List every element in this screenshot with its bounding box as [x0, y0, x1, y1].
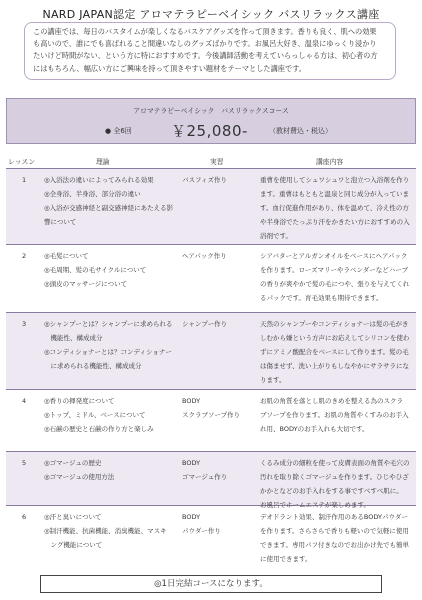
- content-cell-line: ります。: [260, 376, 286, 384]
- table-row: [6, 312, 416, 390]
- course-price: ￥25,080-: [171, 122, 248, 140]
- table-row: [6, 168, 416, 245]
- content-cell-line: す。血行促進作用があり、体を温めて、冷え性の方: [260, 204, 409, 212]
- content-cell: [260, 173, 410, 243]
- curriculum-table: [6, 154, 416, 563]
- practice-cell: [182, 456, 256, 484]
- practice-cell: [182, 173, 256, 187]
- table-row: [6, 390, 416, 451]
- practice-cell: [182, 249, 256, 263]
- intro-line: この講座では、毎日のバスタイムが楽しくなるバスケアグッズを作って頂きます。香りも良く、肌への効果: [33, 27, 377, 36]
- practice-cell: [182, 394, 256, 422]
- practice-cell-line: BODY: [182, 513, 201, 521]
- practice-cell-line: BODY: [182, 459, 201, 467]
- content-cell-line: 重曹を使用してシュワシュワと泡立つ入浴剤を作り: [260, 176, 410, 184]
- content-cell-line: や半身浴でたっぷり汗をかきたい方におすすめの入: [260, 218, 410, 226]
- table-header: [6, 154, 416, 169]
- theory-cell-line: ◎ゴマージュの歴史: [44, 459, 102, 467]
- course-banner: [6, 98, 416, 144]
- content-cell: [260, 394, 410, 436]
- practice-cell-line: ヘアパック作り: [182, 252, 227, 260]
- content-cell-line: ます。重曹はもともと温泉と同じ成分が入っていま: [260, 190, 409, 198]
- lesson-number: 2: [22, 252, 27, 260]
- intro-box: [24, 22, 396, 80]
- theory-cell-line: ◎香りの揮発度について: [44, 397, 115, 405]
- theory-cell-line: ◎入浴法の違いによってみられる効果: [44, 176, 154, 184]
- theory-cell-line: ◎石鹸の歴史と石鹸の作り方と楽しみ: [44, 425, 154, 433]
- header-practice: 実習: [210, 158, 224, 166]
- content-cell-line: 汚れを取り除くゴマージュを作ります。ひじやひざ: [260, 473, 409, 481]
- session-count: ● 全6回: [105, 127, 132, 135]
- header-lesson: レッスン: [8, 158, 36, 166]
- content-cell-line: デオドラント効果、制汗作用のあるBODYパウダー: [260, 513, 408, 521]
- practice-cell: [182, 317, 256, 331]
- footer-note: ◎1日完結コースになります。: [40, 575, 382, 593]
- theory-cell-line: ◎全身浴、半身浴、部分浴の違い: [44, 190, 141, 198]
- content-cell-line: ブソープを作ります。お肌の角質やくすみのお手入: [260, 411, 409, 419]
- tax-note: （教材費込・税込）: [269, 127, 332, 135]
- content-cell: [260, 510, 410, 566]
- content-cell: [260, 317, 410, 387]
- content-cell-line: しむから嫌という方声にお応えしてシリコンを使わ: [260, 334, 410, 342]
- lesson-number: 3: [22, 320, 27, 328]
- theory-cell: [44, 249, 184, 291]
- theory-cell-line: 響について: [44, 218, 77, 226]
- content-cell-line: を作ります。ローズマリーやラベンダーなどハーブ: [260, 266, 408, 274]
- theory-cell-line: に求められる機能性、構成成分: [44, 362, 142, 370]
- content-cell: [260, 456, 410, 512]
- table-row: [6, 451, 416, 509]
- practice-cell-line: スクラブソープ作り: [182, 411, 241, 419]
- content-cell-line: の香りが爽やかで髪の毛につや、張りを与えてくれ: [260, 280, 410, 288]
- content-cell-line: に使用できます。: [260, 555, 312, 563]
- content-cell: [260, 249, 410, 305]
- theory-cell: [44, 510, 184, 552]
- practice-cell: [182, 510, 256, 538]
- theory-cell-line: ◎入浴が交感神経と副交感神経にあたえる影: [44, 204, 174, 212]
- theory-cell-line: ◎シャンプーとは？シャンプーに求められる: [44, 320, 173, 328]
- theory-cell-line: ◎毛周期、髪の毛サイクルについて: [44, 266, 147, 274]
- theory-cell: [44, 173, 184, 229]
- content-cell-line: 天然のシャンプーやコンディショナーは髪の毛がき: [260, 320, 409, 328]
- content-cell-line: れ用、BODYのお手入れも大切です。: [260, 425, 369, 433]
- content-cell-line: るパックです。育毛効果も期待できます。: [260, 294, 383, 302]
- content-cell-line: シアバターとアルガンオイルをベースにヘアパック: [260, 252, 408, 260]
- theory-cell-line: ◎汗と臭いについて: [44, 513, 102, 521]
- theory-cell-line: ング機能について: [44, 541, 103, 549]
- lesson-number: 4: [22, 397, 27, 405]
- content-cell-line: くるみ成分の細粒を使って皮膚表面の角質や毛穴の: [260, 459, 410, 467]
- table-row: [6, 506, 416, 566]
- content-cell-line: 浴剤です。: [260, 232, 292, 240]
- header-content: 講座内容: [316, 158, 344, 166]
- page-title: NARD JAPAN認定 アロマテラピーベイシック バスリラックス講座: [42, 8, 380, 21]
- theory-cell: [44, 394, 184, 436]
- intro-line: にはもちろん、幅広い方にご興味を持って頂きやすい題材をテーマとした講座です。: [33, 63, 306, 73]
- practice-cell-line: バスフィズ作り: [182, 176, 227, 184]
- practice-cell-line: BODY: [182, 397, 201, 405]
- practice-cell-line: パウダー作り: [182, 527, 221, 535]
- theory-cell-line: ◎コンディショナーとは？コンディショナー: [44, 348, 172, 356]
- intro-line: も高いので、誰にでも喜ばれること間違いなしのグッズばかりです。お風呂大好き、温泉にゆっくり浸かり: [33, 39, 377, 49]
- lesson-number: 6: [22, 513, 27, 521]
- content-cell-line: ずにアミノ酸配合をベースにして作ります。髪の毛: [260, 348, 409, 356]
- practice-cell-line: シャンプー作り: [182, 320, 228, 328]
- theory-cell: [44, 317, 184, 373]
- course-name: アロマテラピーベイシック バスリラックスコース: [133, 107, 289, 115]
- lesson-number: 1: [22, 176, 27, 184]
- content-cell-line: かかとなどのお手入れをする事ですべすべ肌に。: [260, 487, 403, 495]
- header-theory: 理論: [96, 158, 110, 166]
- theory-cell-line: ◎ゴマージュの使用方法: [44, 473, 115, 481]
- lesson-number: 5: [22, 459, 27, 467]
- theory-cell-line: ◎頭皮のマッサージについて: [44, 280, 128, 288]
- theory-cell-line: 機能性、構成成分: [44, 334, 103, 342]
- table-row: [6, 245, 416, 312]
- content-cell-line: お肌の角質を落とし肌のきめを整える為のスクラ: [260, 397, 403, 405]
- theory-cell-line: ◎毛髪について: [44, 252, 89, 260]
- theory-cell: [44, 456, 184, 484]
- intro-line: たいけど時間がない、という方に特におすすめです。今後講師活動を考えていらっしゃる方は、初心者の方: [33, 51, 378, 61]
- practice-cell-line: ゴマージュ作り: [182, 473, 228, 481]
- content-cell-line: お風呂でホームエステが楽しめます。: [260, 501, 370, 509]
- content-cell-line: を作ります。さらさらで香りも軽いので気軽に使用: [260, 527, 409, 535]
- theory-cell-line: ◎トップ、ミドル、ベースについて: [44, 411, 146, 419]
- theory-cell-line: ◎制汗機能、抗菌機能、消臭機能、マスキ: [44, 527, 167, 535]
- content-cell-line: は傷ませず、洗い上がりもしなやかにサラサラにな: [260, 362, 409, 370]
- content-cell-line: できます。専用パフ付きなのでお出かけ先でも簡単: [260, 541, 409, 549]
